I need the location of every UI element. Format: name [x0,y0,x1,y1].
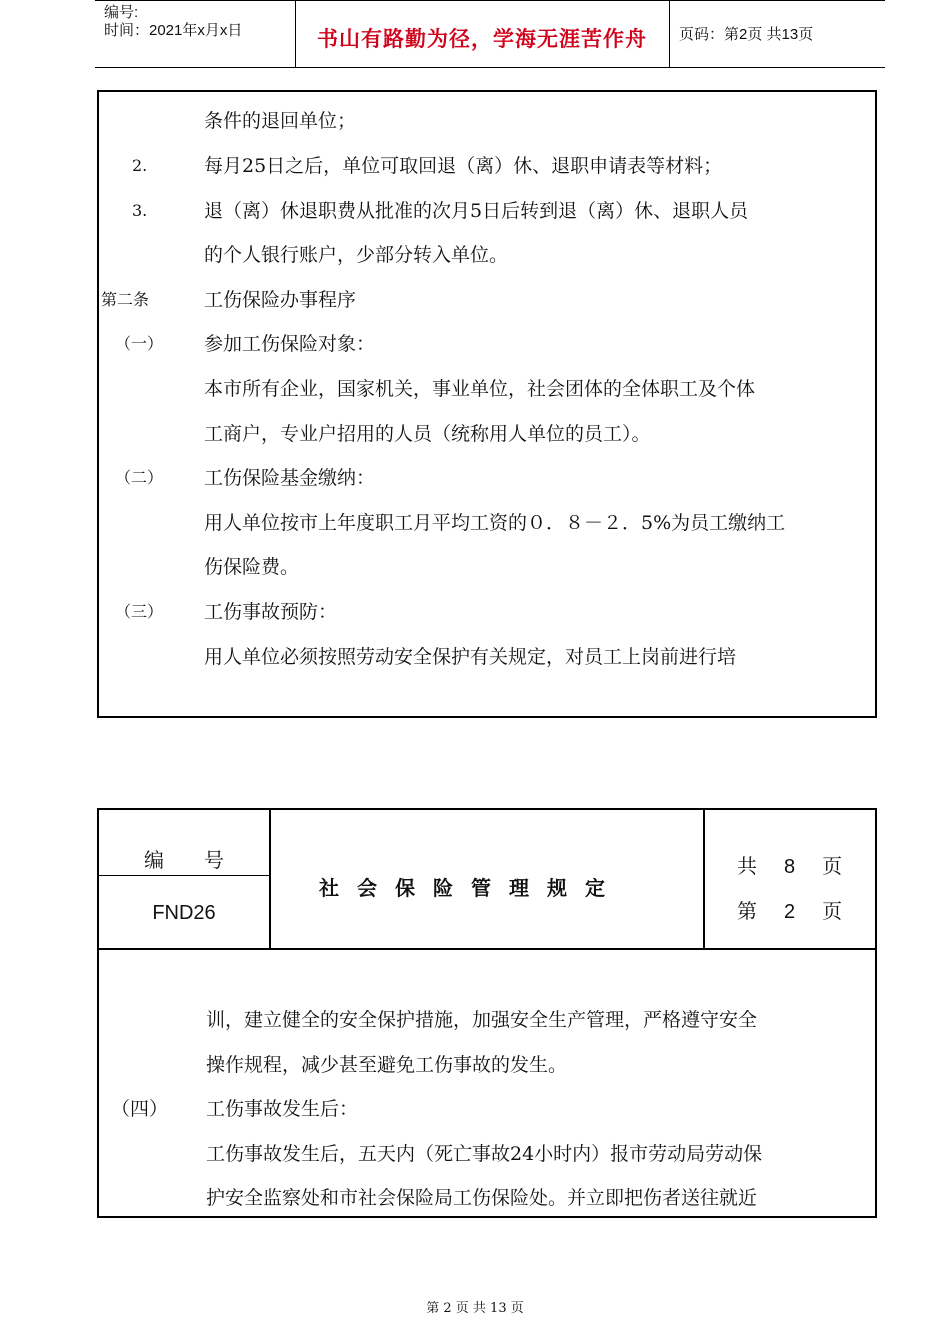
form-number-label: 编 号 [144,850,224,872]
form-header-table [99,810,875,950]
page-header [95,0,885,68]
section-label: （二） [115,468,164,487]
body-text-line: 每月25日之后，单位可取回退（离）休、退职申请表等材料； [204,155,723,177]
section-heading: 工伤事故发生后： [206,1098,359,1120]
header-bottom-rule [95,67,885,68]
line-number: 3. [132,201,148,220]
current-page [737,895,842,924]
total-pages-prefix: 共 [737,856,757,878]
section-label: （四） [111,1098,169,1120]
body-text-line: 用人单位必须按照劳动安全保护有关规定，对员工上岗前进行培 [204,646,737,668]
section-label: （三） [115,602,164,621]
header-slogan: 书山有路勤为径，学海无涯苦作舟 [317,26,647,51]
body-text-line: 本市所有企业，国家机关，事业单位，社会团体的全体职工及个体 [204,378,756,400]
body-text-line: 工伤事故发生后，五天内（死亡事故24小时内）报市劳动局劳动保 [206,1143,763,1165]
header-number-label: 编号: [104,4,139,21]
body-text-line: 护安全监察处和市社会保险局工伤保险处。并立即把伤者送往就近 [206,1187,758,1209]
line-number: 2. [132,156,148,175]
total-pages-suffix: 页 [822,856,843,878]
table-divider [99,875,269,876]
body-text-line: 退（离）休退职费从批准的次月5日后转到退（离）休、退职人员 [204,200,749,222]
body-text-line: 用人单位按市上年度职工月平均工资的０．８－２．5%为员工缴纳工 [204,512,786,534]
section-heading: 工伤事故预防： [204,601,338,623]
total-pages [737,850,842,879]
section-heading: 工伤保险基金缴纳： [204,467,376,489]
article-label: 第二条 [101,290,150,309]
form-number-value: FND26 [152,902,216,924]
body-text-line: 操作规程，减少甚至避免工伤事故的发生。 [206,1054,568,1076]
header-divider [295,0,296,68]
header-divider [669,0,670,68]
header-page-label: 页码：第2页 共13页 [679,26,814,43]
section-label: （一） [115,334,164,353]
total-pages-value: 8 [784,856,796,878]
body-text-line: 训，建立健全的安全保护措施，加强安全生产管理，严格遵守安全 [206,1009,758,1031]
article-heading: 工伤保险办事程序 [204,289,357,311]
body-text-line: 的个人银行账户，少部分转入单位。 [204,244,509,266]
page-footer: 第 2 页 共 13 页 [426,1301,524,1316]
section-heading: 参加工伤保险对象： [204,333,376,355]
body-text-line: 条件的退回单位； [204,110,357,132]
content-box-1 [97,90,877,718]
body-text-line: 工商户，专业户招用的人员（统称用人单位的员工）。 [204,423,651,445]
body-text-line: 伤保险费。 [204,556,300,578]
current-page-prefix: 第 [737,901,757,923]
current-page-suffix: 页 [822,901,843,923]
form-title: 社会保险管理规定 [319,878,623,900]
current-page-value: 2 [784,901,796,923]
header-top-rule [95,0,885,1]
table-divider [269,810,271,948]
header-time-label: 时间：2021年x月x日 [104,22,243,39]
content-box-2 [97,808,877,1218]
table-divider [703,810,705,948]
